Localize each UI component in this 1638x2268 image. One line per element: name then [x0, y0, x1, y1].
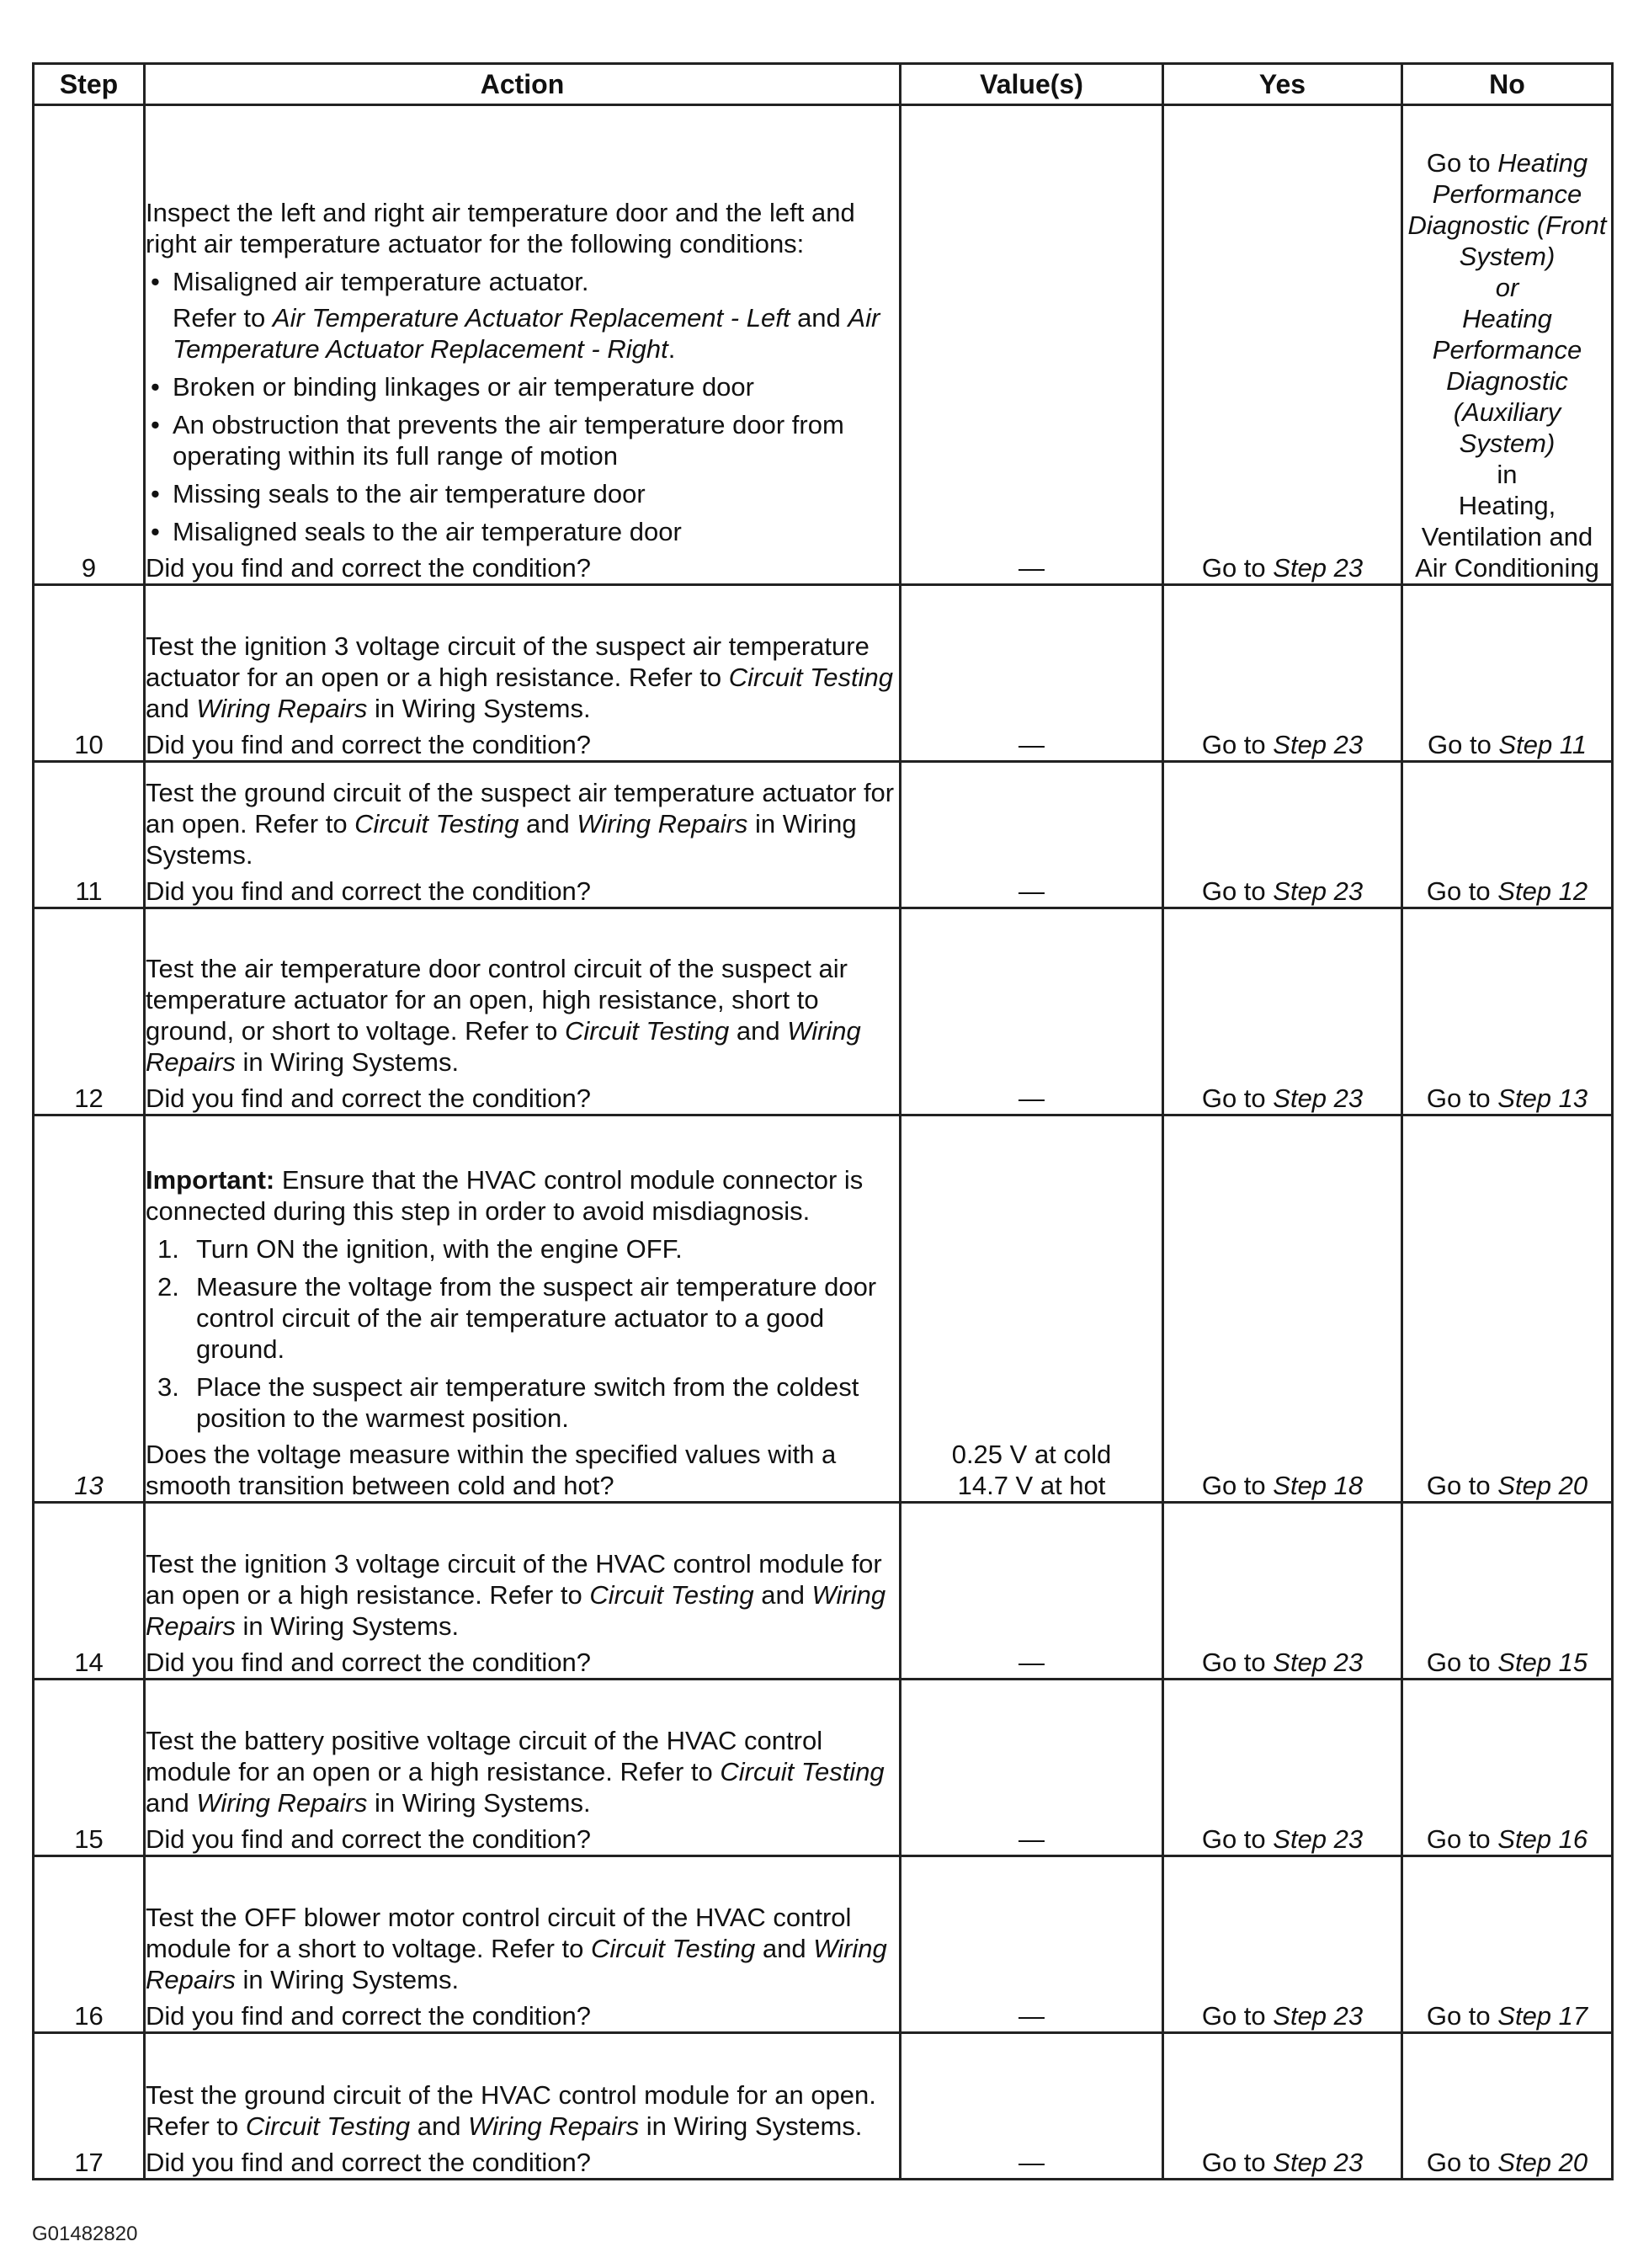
action-cell — [145, 908, 901, 1115]
no-cell: Go to Step 16 — [1402, 1680, 1613, 1856]
reference-link[interactable]: Wiring Repairs — [577, 809, 748, 839]
section-text: Heating, Ventilation and Air Conditioning — [1415, 491, 1599, 583]
list-item: • Broken or binding linkages or air temperature door — [151, 372, 754, 402]
bullet-icon: • — [151, 410, 160, 439]
action-cell — [145, 1115, 901, 1503]
table-row — [34, 1680, 1613, 1856]
reference-link[interactable]: Heating Performance Diagnostic (Auxiliary System) — [1432, 304, 1582, 458]
step-link[interactable]: Step 23 — [1273, 1083, 1364, 1113]
value-cell: — — [901, 105, 1163, 585]
yes-cell: Go to Step 23 — [1163, 1503, 1402, 1680]
action-cell — [145, 1680, 901, 1856]
bullet-icon: • — [151, 267, 160, 296]
table-row — [34, 1115, 1613, 1503]
header-action: Action — [145, 64, 901, 105]
reference-link[interactable]: Wiring Repairs — [468, 2111, 640, 2141]
step-link[interactable]: Step 23 — [1273, 876, 1364, 906]
reference-link[interactable]: Circuit Testing — [728, 663, 893, 692]
step-link[interactable]: Step 20 — [1497, 2148, 1588, 2177]
value-cell: — — [901, 2033, 1163, 2180]
table-row — [34, 762, 1613, 908]
action-text: Test the battery positive voltage circuit of the HVAC control module for an open or a high resistance. Refer to Circuit Testing and Wiring Repairs in Wiring Systems. — [146, 1726, 885, 1818]
no-cell: Go to Step 13 — [1402, 908, 1613, 1115]
table-row — [34, 1503, 1613, 1680]
value-cell: — — [901, 1680, 1163, 1856]
list-item: • Missing seals to the air temperature door — [151, 479, 646, 508]
reference-link[interactable]: Wiring Repairs — [146, 1580, 886, 1641]
reference-link[interactable]: Air Temperature Actuator Replacement - Left — [272, 303, 790, 333]
step-link[interactable]: Step 13 — [1497, 1083, 1588, 1113]
step-link[interactable]: Step 12 — [1497, 876, 1588, 906]
yes-cell: Go to Step 23 — [1163, 105, 1402, 585]
no-cell: Go to Heating Performance Diagnostic (Front System) or Heating Performance Diagnostic (Auxiliary System) in Heating, Ventilation and Air Conditioning — [1402, 105, 1613, 585]
reference-link[interactable]: Circuit Testing — [565, 1016, 730, 1046]
diagnostic-table — [32, 62, 1614, 2180]
no-cell: Go to Step 12 — [1402, 762, 1613, 908]
step-link[interactable]: Step 23 — [1273, 730, 1364, 759]
header-yes: Yes — [1163, 64, 1402, 105]
step-number: 10 — [34, 585, 145, 762]
step-link[interactable]: Step 23 — [1273, 1648, 1364, 1677]
in-text: in — [1497, 460, 1518, 489]
step-link[interactable]: Step 23 — [1273, 1824, 1364, 1854]
question: Did you find and correct the condition? — [146, 1648, 592, 1677]
action-text: Test the air temperature door control circuit of the suspect air temperature actuator for an open, high resistance, short to ground, or short to voltage. Refer to Circuit Testing and Wiring Repairs in Wiring Systems. — [146, 954, 861, 1077]
or-text: or — [1495, 273, 1519, 302]
table-row — [34, 105, 1613, 585]
step-number: 9 — [34, 105, 145, 585]
reference-link[interactable]: Circuit Testing — [720, 1757, 885, 1786]
value-cold: 0.25 V at cold — [951, 1440, 1112, 1469]
value-cell: — — [901, 762, 1163, 908]
question: Did you find and correct the condition? — [146, 876, 592, 906]
step-number: 17 — [34, 2033, 145, 2180]
action-cell — [145, 585, 901, 762]
action-text: Test the OFF blower motor control circuit of the HVAC control module for a short to voltage. Refer to Circuit Testing and Wiring Repairs in Wiring Systems. — [146, 1903, 887, 1994]
step-link[interactable]: Step 16 — [1497, 1824, 1588, 1854]
step-link[interactable]: Step 17 — [1497, 2001, 1588, 2031]
yes-cell: Go to Step 23 — [1163, 762, 1402, 908]
action-cell — [145, 762, 901, 908]
reference-link[interactable]: Circuit Testing — [591, 1934, 756, 1963]
table-row — [34, 2033, 1613, 2180]
action-cell — [145, 105, 901, 585]
value-cell: — — [901, 585, 1163, 762]
question: Did you find and correct the condition? — [146, 2001, 592, 2031]
reference-link[interactable]: Wiring Repairs — [146, 1016, 861, 1077]
list-item: 2. Measure the voltage from the suspect air temperature door control circuit of the air temperature actuator to a good ground. — [157, 1272, 877, 1364]
yes-cell: Go to Step 23 — [1163, 2033, 1402, 2180]
important-note: Important: Ensure that the HVAC control module connector is connected during this step in order to avoid misdiagnosis. — [146, 1165, 864, 1226]
step-number: 16 — [34, 1856, 145, 2033]
action-intro: Inspect the left and right air temperature door and the left and right air temperature actuator for the following conditions: — [146, 198, 855, 258]
action-cell — [145, 2033, 901, 2180]
bullet-icon: • — [151, 372, 160, 402]
reference-link[interactable]: Wiring Repairs — [196, 1788, 368, 1818]
step-link[interactable]: Step 20 — [1497, 1471, 1588, 1500]
value-cell — [901, 1115, 1163, 1503]
yes-cell: Go to Step 23 — [1163, 908, 1402, 1115]
no-cell: Go to Step 17 — [1402, 1856, 1613, 2033]
reference-link[interactable]: Air Temperature Actuator Replacement - Right — [173, 303, 880, 364]
table-row — [34, 1856, 1613, 2033]
step-link[interactable]: Step 23 — [1273, 2001, 1364, 2031]
value-cell: — — [901, 1856, 1163, 2033]
action-text: Test the ground circuit of the HVAC control module for an open. Refer to Circuit Testing and Wiring Repairs in Wiring Systems. — [146, 2080, 876, 2141]
header-values: Value(s) — [901, 64, 1163, 105]
reference-link[interactable]: Circuit Testing — [354, 809, 519, 839]
table-row — [34, 585, 1613, 762]
no-cell: Go to Step 15 — [1402, 1503, 1613, 1680]
important-label: Important: — [146, 1165, 275, 1195]
action-text: Test the ground circuit of the suspect air temperature actuator for an open. Refer to Circuit Testing and Wiring Repairs in Wiring Systems. — [146, 778, 895, 870]
step-link[interactable]: Step 23 — [1273, 553, 1364, 583]
list-item: 1. Turn ON the ignition, with the engine OFF. — [157, 1234, 683, 1264]
step-link[interactable]: Step 23 — [1273, 2148, 1364, 2177]
yes-cell: Go to Step 18 — [1163, 1115, 1402, 1503]
yes-cell: Go to Step 23 — [1163, 1856, 1402, 2033]
reference-link[interactable]: Circuit Testing — [245, 2111, 411, 2141]
list-item: 3. Place the suspect air temperature switch from the coldest position to the warmest position. — [157, 1372, 859, 1433]
value-cell: — — [901, 1503, 1163, 1680]
reference-link[interactable]: Heating Performance Diagnostic (Front System) — [1407, 148, 1607, 271]
condition-list — [146, 266, 899, 547]
action-text: Test the ignition 3 voltage circuit of the suspect air temperature actuator for an open or a high resistance. Refer to Circuit Testing and Wiring Repairs in Wiring Systems. — [146, 631, 893, 723]
table-row — [34, 908, 1613, 1115]
refer-text: Refer to Air Temperature Actuator Replacement - Left and Air Temperature Actuator Replacement - Right. — [173, 303, 880, 364]
header-step: Step — [34, 64, 145, 105]
bullet-icon: • — [151, 517, 160, 546]
action-text: Test the ignition 3 voltage circuit of the HVAC control module for an open or a high resistance. Refer to Circuit Testing and Wiring Repairs in Wiring Systems. — [146, 1549, 886, 1641]
procedure-list — [146, 1233, 899, 1434]
step-number: 12 — [34, 908, 145, 1115]
no-cell: Go to Step 20 — [1402, 1115, 1613, 1503]
no-cell: Go to Step 11 — [1402, 585, 1613, 762]
list-item: • Misaligned seals to the air temperature door — [151, 517, 682, 546]
question: Did you find and correct the condition? — [146, 1824, 592, 1854]
list-item: • Misaligned air temperature actuator. Refer to Air Temperature Actuator Replacement - Left and Air Temperature Actuator Replacement - Right. — [173, 266, 899, 365]
action-cell — [145, 1503, 901, 1680]
reference-link[interactable]: Wiring Repairs — [196, 694, 368, 723]
step-number: 13 — [34, 1115, 145, 1503]
question: Did you find and correct the condition? — [146, 553, 592, 583]
step-number: 14 — [34, 1503, 145, 1680]
yes-cell: Go to Step 23 — [1163, 585, 1402, 762]
step-link[interactable]: Step 11 — [1498, 730, 1587, 759]
header-row — [34, 64, 1613, 105]
reference-link[interactable]: Circuit Testing — [589, 1580, 754, 1610]
step-link[interactable]: Step 15 — [1497, 1648, 1588, 1677]
header-no: No — [1402, 64, 1613, 105]
action-cell — [145, 1856, 901, 2033]
yes-cell: Go to Step 23 — [1163, 1680, 1402, 1856]
no-cell: Go to Step 20 — [1402, 2033, 1613, 2180]
list-item: • An obstruction that prevents the air temperature door from operating within its full range of motion — [151, 410, 844, 471]
bullet-icon: • — [151, 479, 160, 508]
step-number: 11 — [34, 762, 145, 908]
figure-code: G01482820 — [32, 2223, 138, 2245]
question: Did you find and correct the condition? — [146, 730, 592, 759]
question: Does the voltage measure within the specified values with a smooth transition between cold and hot? — [146, 1440, 837, 1500]
value-cell: — — [901, 908, 1163, 1115]
step-number: 15 — [34, 1680, 145, 1856]
step-link[interactable]: Step 18 — [1273, 1471, 1364, 1500]
reference-link[interactable]: Wiring Repairs — [146, 1934, 887, 1994]
value-hot: 14.7 V at hot — [957, 1471, 1106, 1500]
question: Did you find and correct the condition? — [146, 2148, 592, 2177]
question: Did you find and correct the condition? — [146, 1083, 592, 1113]
